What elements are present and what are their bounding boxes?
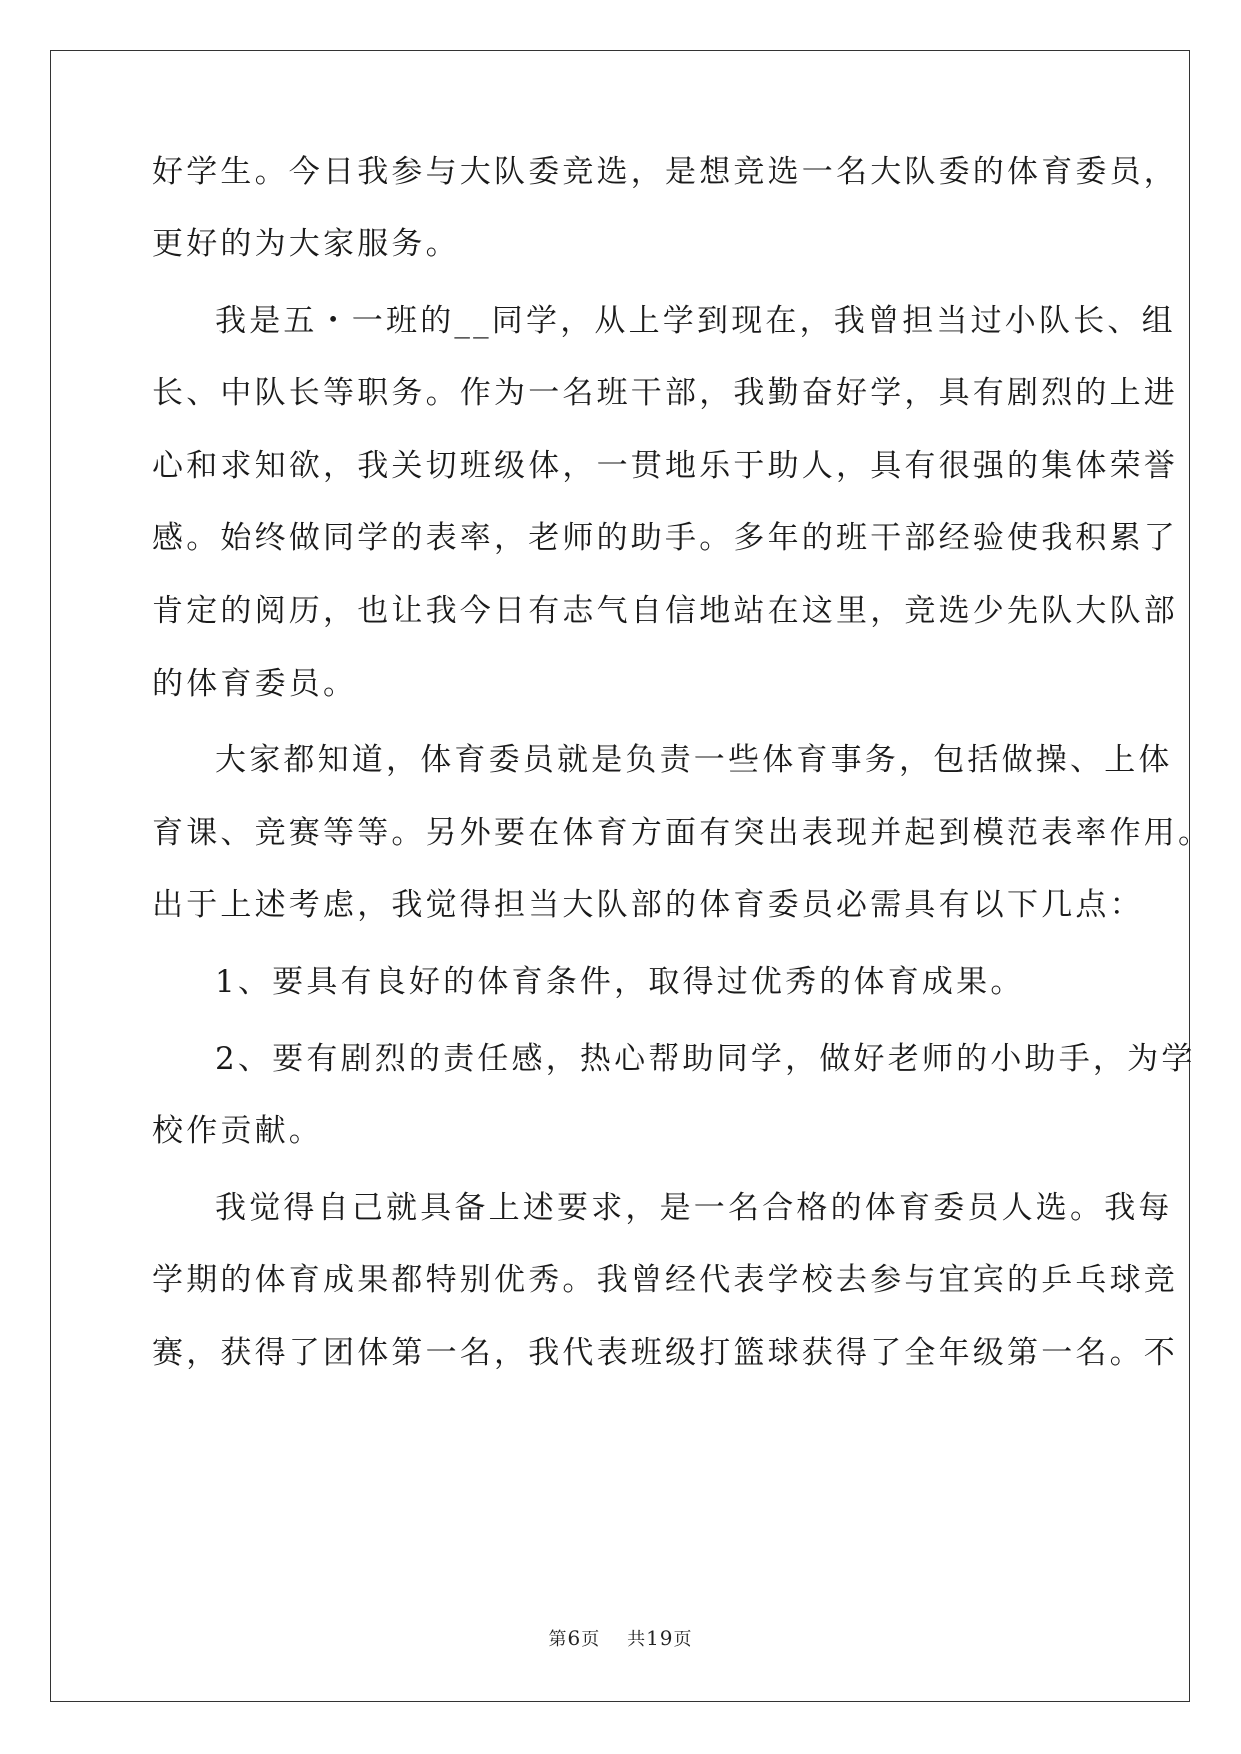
current-page-number: 6 xyxy=(567,1626,582,1650)
paragraph-line: 好学生。今日我参与大队委竞选，是想竞选一名大队委的体育委员， xyxy=(152,154,1178,190)
total-prefix: 共 xyxy=(627,1629,647,1650)
list-item-line: 2、要有剧烈的责任感，热心帮助同学，做好老师的小助手，为学 xyxy=(215,1041,1196,1077)
page-prefix: 第 xyxy=(548,1629,568,1650)
paragraph-line: 肯定的阅历，也让我今日有志气自信地站在这里，竞选少先队大队部 xyxy=(152,593,1178,629)
paragraph-line: 大家都知道，体育委员就是负责一些体育事务，包括做操、上体 xyxy=(215,742,1173,778)
list-item-line: 1、要具有良好的体育条件，取得过优秀的体育成果。 xyxy=(215,964,1025,1000)
page-unit: 页 xyxy=(581,1629,601,1650)
total-page-count: 19 xyxy=(646,1626,674,1650)
page-border xyxy=(50,50,1190,1702)
list-item-line: 校作贡献。 xyxy=(152,1113,323,1149)
paragraph-line: 长、中队长等职务。作为一名班干部，我勤奋好学，具有剧烈的上进 xyxy=(152,375,1178,411)
paragraph-line: 的体育委员。 xyxy=(152,666,358,702)
paragraph-line: 赛，获得了团体第一名，我代表班级打篮球获得了全年级第一名。不 xyxy=(152,1335,1178,1371)
paragraph-line: 感。始终做同学的表率，老师的助手。多年的班干部经验使我积累了 xyxy=(152,520,1178,556)
page-number-footer xyxy=(0,1625,1241,1651)
paragraph-line: 我觉得自己就具备上述要求，是一名合格的体育委员人选。我每 xyxy=(215,1190,1173,1226)
total-unit: 页 xyxy=(673,1629,693,1650)
paragraph-line: 我是五・一班的__同学，从上学到现在，我曾担当过小队长、组 xyxy=(215,303,1176,339)
paragraph-line: 学期的体育成果都特别优秀。我曾经代表学校去参与宜宾的乒乓球竞 xyxy=(152,1262,1178,1298)
paragraph-line: 出于上述考虑，我觉得担当大队部的体育委员必需具有以下几点： xyxy=(152,887,1144,923)
paragraph-line: 心和求知欲，我关切班级体，一贯地乐于助人，具有很强的集体荣誉 xyxy=(152,448,1178,484)
paragraph-line: 更好的为大家服务。 xyxy=(152,226,460,262)
paragraph-line: 育课、竞赛等等。另外要在体育方面有突出表现并起到模范表率作用。 xyxy=(152,815,1213,851)
